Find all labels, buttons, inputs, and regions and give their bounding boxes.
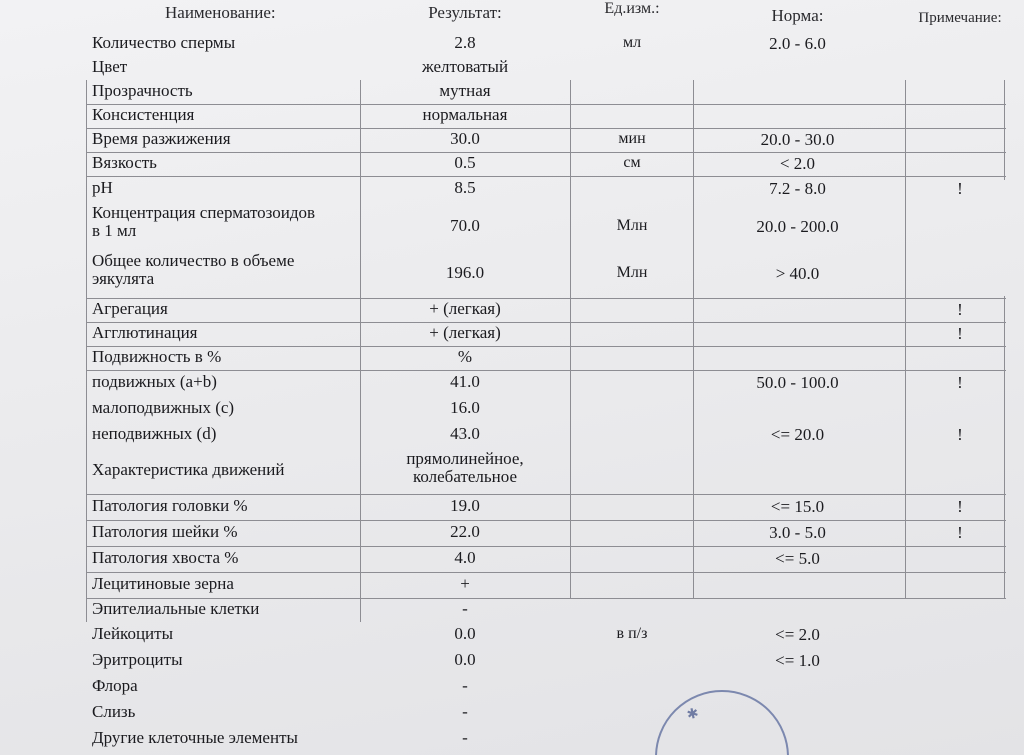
cell-note: !: [957, 425, 963, 444]
cell-result: 196.0: [445, 263, 485, 282]
cell-norm: < 2.0: [779, 154, 816, 173]
header-name: Наименование:: [165, 3, 276, 22]
grid-line: [1004, 80, 1005, 180]
cell-result: 16.0: [450, 398, 480, 417]
table-row: [0, 598, 1024, 622]
cell-result: 41.0: [450, 372, 480, 391]
cell-unit: мл: [622, 34, 642, 51]
cell-name: Патология хвоста %: [92, 548, 239, 567]
cell-norm: <= 15.0: [770, 497, 825, 516]
cell-result: -: [462, 599, 468, 618]
cell-name: Консистенция: [92, 105, 195, 124]
grid-line: [86, 370, 1006, 371]
grid-line: [570, 80, 571, 598]
table-row: [0, 450, 1024, 492]
cell-name: Эпителиальные клетки: [92, 599, 260, 618]
cell-norm: 20.0 - 200.0: [756, 217, 839, 236]
cell-result: 19.0: [450, 496, 480, 515]
table-header: [0, 0, 1024, 28]
cell-note: !: [957, 373, 963, 392]
grid-line: [86, 520, 1006, 521]
cell-result: -: [462, 702, 468, 721]
cell-norm: 50.0 - 100.0: [756, 373, 839, 392]
header-norm: Норма:: [771, 6, 824, 25]
table-row: [0, 128, 1024, 152]
table-row: [0, 674, 1024, 700]
cell-name: Общее количество в объеме эякулята: [92, 251, 295, 288]
cell-unit: Млн: [616, 264, 648, 281]
cell-name: Время разжижения: [92, 129, 231, 148]
table-row: [0, 520, 1024, 546]
grid-line: [86, 494, 1006, 495]
grid-line: [1004, 296, 1005, 598]
grid-line: [360, 80, 361, 622]
cell-name: Агглютинация: [92, 323, 198, 342]
cell-name: Флора: [92, 676, 138, 695]
cell-result: 0.5: [454, 153, 476, 172]
cell-name: Патология головки %: [92, 496, 248, 515]
table-row: [0, 56, 1024, 80]
cell-note: !: [957, 497, 963, 516]
table-row: [0, 648, 1024, 674]
cell-norm: 7.2 - 8.0: [769, 179, 826, 198]
cell-norm: 3.0 - 5.0: [769, 523, 826, 542]
cell-name: Слизь: [92, 702, 136, 721]
cell-result: 43.0: [450, 424, 480, 443]
cell-norm: > 40.0: [775, 264, 820, 283]
table-row: [0, 546, 1024, 572]
cell-name: Патология шейки %: [92, 522, 238, 541]
grid-line: [86, 152, 1006, 153]
cell-norm: <= 5.0: [775, 549, 820, 568]
cell-name: Количество спермы: [92, 33, 236, 52]
grid-line: [86, 104, 1006, 105]
cell-name: неподвижных (d): [92, 424, 217, 443]
cell-result: 0.0: [454, 650, 476, 669]
grid-line: [86, 346, 1006, 347]
table-row: [0, 726, 1024, 752]
table-row: [0, 104, 1024, 128]
cell-name: Цвет: [92, 57, 128, 76]
header-note: Примечание:: [918, 10, 1002, 26]
cell-name: Другие клеточные элементы: [92, 728, 298, 747]
table-row: [0, 422, 1024, 448]
table-row: [0, 322, 1024, 346]
cell-norm: <= 2.0: [775, 625, 820, 644]
grid-line: [86, 598, 1006, 599]
cell-result: прямолинейное, колебательное: [406, 449, 524, 486]
cell-result: 8.5: [454, 178, 476, 197]
cell-norm: 20.0 - 30.0: [760, 130, 835, 149]
cell-result: 22.0: [450, 522, 480, 541]
cell-unit: в п/з: [616, 625, 648, 642]
table-row: [0, 494, 1024, 520]
table-row: [0, 152, 1024, 176]
table-row: [0, 396, 1024, 422]
cell-name: Прозрачность: [92, 81, 193, 100]
cell-norm: 2.0 - 6.0: [769, 34, 826, 53]
grid-line: [86, 322, 1006, 323]
grid-line: [905, 80, 906, 598]
cell-name: малоподвижных (c): [92, 398, 235, 417]
cell-result: + (легкая): [429, 299, 501, 318]
cell-result: желтоватый: [421, 57, 509, 76]
header-result: Результат:: [428, 3, 502, 22]
table-row: [0, 32, 1024, 56]
grid-line: [86, 176, 1006, 177]
cell-name: Агрегация: [92, 299, 168, 318]
table-row: [0, 700, 1024, 726]
cell-name: Эритроциты: [92, 650, 183, 669]
cell-note: !: [957, 324, 963, 343]
table-row: [0, 298, 1024, 322]
cell-result: 30.0: [450, 129, 480, 148]
table-row: [0, 346, 1024, 370]
cell-name: Вязкость: [92, 153, 157, 172]
grid-line: [693, 80, 694, 598]
grid-line: [86, 546, 1006, 547]
cell-unit: мин: [618, 130, 646, 147]
cell-result: мутная: [439, 81, 491, 100]
clinic-stamp: ✱: [655, 690, 789, 755]
grid-line: [86, 298, 1006, 299]
cell-name: Лейкоциты: [92, 624, 173, 643]
cell-name: pH: [92, 178, 113, 197]
cell-norm: <= 1.0: [775, 651, 820, 670]
table-row: [0, 370, 1024, 396]
table-row: [0, 80, 1024, 104]
cell-result: -: [462, 728, 468, 747]
cell-result: %: [457, 347, 473, 366]
grid-line: [86, 128, 1006, 129]
grid-line: [86, 80, 87, 622]
cell-result: 70.0: [450, 216, 480, 235]
table-row: [0, 252, 1024, 296]
cell-note: !: [957, 523, 963, 542]
cell-result: нормальная: [422, 105, 508, 124]
table-row: [0, 572, 1024, 598]
grid-line: [86, 572, 1006, 573]
cell-result: + (легкая): [429, 323, 501, 342]
cell-name: Подвижность в %: [92, 347, 222, 366]
table-row: [0, 622, 1024, 648]
cell-name: Характеристика движений: [92, 460, 285, 479]
cell-unit: Млн: [616, 217, 648, 234]
cell-norm: <= 20.0: [770, 425, 825, 444]
cell-name: Лецитиновые зерна: [92, 574, 234, 593]
cell-note: !: [957, 300, 963, 319]
cell-result: 4.0: [454, 548, 476, 567]
cell-name: подвижных (a+b): [92, 372, 217, 391]
cell-result: +: [460, 574, 470, 593]
table-row: [0, 176, 1024, 202]
cell-result: -: [462, 676, 468, 695]
cell-unit: см: [623, 154, 641, 171]
cell-result: 2.8: [454, 33, 476, 52]
cell-note: !: [957, 179, 963, 198]
header-unit: Ед.изм.:: [604, 0, 660, 17]
cell-name: Концентрация сперматозоидов в 1 мл: [92, 203, 316, 240]
cell-result: 0.0: [454, 624, 476, 643]
table-row: [0, 204, 1024, 250]
